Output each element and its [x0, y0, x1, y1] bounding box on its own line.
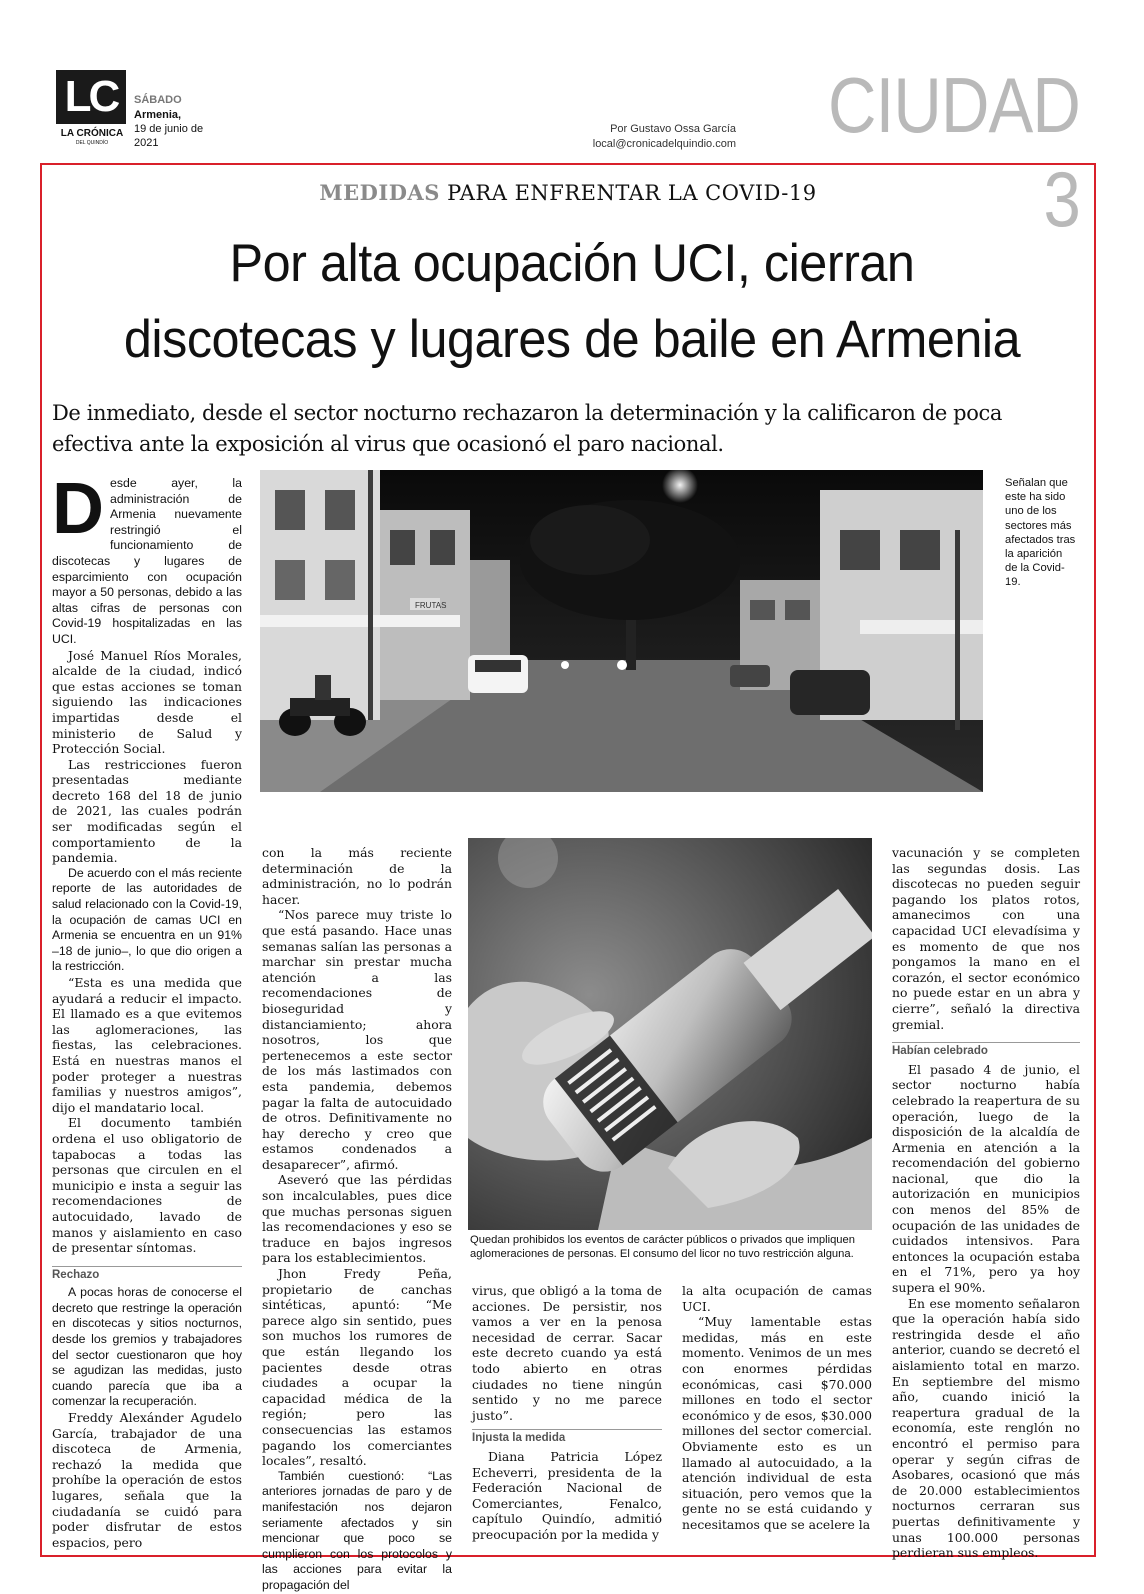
- col1-paragraph-1: esde ayer, la administración de Armenia nuevamente restringió el funcionamiento de discotecas y lugares de esparcimiento con ocupación mayor a 50 personas, debido a las altas cifras de personas con Covid-19 hospitalizadas en las UCI.: [52, 476, 242, 646]
- publication-date: [134, 108, 204, 150]
- col5-paragraph-2: El pasado 4 de junio, el sector nocturno había celebrado la reapertura de su operación, luego de la disposición de la alcaldía de Armenia en atención a la recomendación del gobierno nacional, que dio la autorización en municipios con menos del 85% de ocupación de las unidades de cuidados intensivos. Para entonces la ocupación estaba en el 71%, pero ya hoy supera el 90%.: [892, 1061, 1080, 1296]
- col3-paragraph-1: virus, que obligó a la toma de acciones. De persistir, nos vamos a ver en la penosa necesidad de cerrar. Sacar este decreto cuando ya está todo abierto en otras ciudades no tiene ningún sentido y no me parece justo”.: [472, 1283, 662, 1423]
- col4-paragraph-1: la alta ocupación de camas UCI.: [682, 1283, 872, 1314]
- article-column-3: [472, 1283, 662, 1543]
- col1-paragraph-5: “Esta es una medida que ayudará a reducir el impacto. El llamado es a que evitemos las aglomeraciones, las fiestas, las celebraciones. Está en nuestras manos el poder proteger a nuestras familias y nuestros amigos”, dijo el mandatario local.: [52, 975, 242, 1115]
- section-title: CIUDAD 3: [828, 61, 1080, 243]
- newspaper-name: LA CRÓNICA: [60, 128, 124, 139]
- newspaper-logo: LC: [56, 70, 126, 124]
- col5-paragraph-1: vacunación y se completen las segundas dosis. Las discotecas no pueden seguir pagando los platos rotos, amanecimos con una capacidad UCI elevadísima y es momento de que nos pongamos la mano en el corazón, el sector económico no puede estar en un abra y cierre”, señaló la directiva gremial.: [892, 845, 1080, 1032]
- publication-day: SÁBADO: [134, 94, 182, 106]
- subhead-injusta: Injusta la medida: [472, 1429, 662, 1447]
- photo1-shop-sign: FRUTAS: [415, 601, 447, 610]
- drop-cap: D: [52, 469, 104, 549]
- col4-paragraph-2: “Muy lamentable estas medidas, más en este momento. Venimos de un mes con enormes pérdidas económicas, casi $70.000 millones en todo el sector económico y de esos, $30.000 millones del sector comercial. Obviamente esto es un llamado al autocuidado, a la atención individual de esta situación, pero vemos que la gente no se está cuidando y necesitamos que se acelere la: [682, 1314, 872, 1532]
- col2-paragraph-4: Jhon Fredy Peña, propietario de canchas sintéticas, apuntó: “Me parece algo sin sentido, pues son muchos los rumores de que están llegando los pacientes desde otras ciudades a ocupar la capacidad médica de la región; pero las consecuencias las estamos pagando los comerciantes locales”, resaltó.: [262, 1266, 452, 1469]
- col2-paragraph-2: “Nos parece muy triste lo que está pasando. Hace unas semanas salían las personas a marchar sin prestar mucha atención a las recomendaciones de bioseguridad y distanciamiento; ahora nosotros, los que pertenecemos a este sector de los más lastimados con esta pandemia, debemos pagar la falta de autocuidado de otros. Definitivamente no hay derecho y creo que estamos condenados a desaparecer”, afirmó.: [262, 907, 452, 1172]
- bottle-photo: [468, 838, 872, 1230]
- article-column-1: [52, 469, 242, 1550]
- col5-paragraph-3: En ese momento señalaron que la operación había sido restringida desde el año anterior, cuando se decretó el aislamiento total en marzo. En septiembre del mismo año, cuando inició la reapertura gradual de la economía, este renglón no encontró el permiso para operar y según cifras de Asobares, ocasionó que más de 20.000 establecimientos nocturnos cerraran sus puertas definitivamente y unas 100.000 personas perdieran sus empleos.: [892, 1295, 1080, 1561]
- subhead-rechazo: Rechazo: [52, 1266, 242, 1284]
- headline-line-1: Por alta ocupación UCI, cierran: [229, 234, 915, 293]
- col1-paragraph-3: Las restricciones fueron presentadas mediante decreto 168 del 18 de junio de 2021, las cuales podrán ser modificadas según el comportamiento de la pandemia.: [52, 756, 242, 866]
- photo1-caption: Señalan que este ha sido uno de los sectores más afectados tras la aparición de la Covid-19.: [1005, 477, 1076, 589]
- col1-paragraph-7: A pocas horas de conocerse el decreto que restringe la operación en discotecas y sitios nocturnos, desde los gremios y trabajadores del sector cuestionaron que hoy se agudizan las medidas, justo cuando parecía que iba a comenzar la recuperación.: [52, 1285, 242, 1409]
- street-photo: [260, 470, 983, 792]
- col3-paragraph-2: Diana Patricia López Echeverri, presidenta de la Federación Nacional de Comerciantes, Fenalco, capítulo Quindío, admitió preocupación por la medida y: [472, 1448, 662, 1542]
- article-column-5: [892, 845, 1080, 1561]
- article-column-4: [682, 1283, 872, 1533]
- col1-paragraph-4: De acuerdo con el más reciente reporte de las autoridades de salud relacionado con la Covid-19, la ocupación de camas UCI en Armenia se encuentra en un 91% –18 de junio–, lo que dio origen a la restricción.: [52, 865, 242, 974]
- headline: [76, 226, 1068, 378]
- col1-paragraph-6: El documento también ordena el uso obligatorio de tapabocas a todas las personas que circulen en el municipio e insta a seguir las recomendaciones de autocuidado, lavado de manos y aislamiento en caso de presentar síntomas.: [52, 1115, 242, 1256]
- kicker-bold: MEDIDAS: [319, 180, 440, 205]
- newspaper-subname: DEL QUINDÍO: [75, 140, 109, 146]
- deck: De inmediato, desde el sector nocturno rechazaron la determinación y la calificaron de poca efectiva ante la exposición al virus que ocasionó el paro nacional.: [52, 401, 1002, 456]
- byline: [560, 122, 736, 152]
- kicker: [40, 180, 1096, 205]
- headline-line-2: discotecas y lugares de baile en Armenia: [123, 310, 1021, 369]
- col1-paragraph-8: Freddy Alexánder Agudelo García, trabajador de una discoteca de Armenia, rechazó la medida que prohíbe la operación de estos lugares, señala que la ciudadanía se cuidó para poder disfrutar de estos espacios, pero: [52, 1410, 242, 1550]
- subhead-habian-celebrado: Habían celebrado: [892, 1042, 1080, 1060]
- col2-paragraph-1: con la más reciente determinación de la administración, no lo podrán hacer.: [262, 845, 452, 907]
- photo2-caption: Quedan prohibidos los eventos de carácter públicos o privados que impliquen aglomeraciones de personas. El consumo del licor no tuvo restricción alguna.: [470, 1234, 855, 1261]
- col2-paragraph-3: Aseveró que las pérdidas son incalculables, pues dice que muchas personas siguen las recomendaciones y eso se traduce en bajos ingresos para los establecimientos.: [262, 1172, 452, 1266]
- kicker-rest: PARA ENFRENTAR LA COVID-19: [447, 181, 817, 205]
- author-name: Por Gustavo Ossa García: [610, 123, 736, 135]
- article-column-2: [262, 845, 452, 1594]
- author-email[interactable]: local@cronicadelquindio.com: [592, 138, 736, 150]
- col2-paragraph-5: También cuestionó: “Las anteriores jornadas de paro y de manifestación nos dejaron seriamente afectados y sin mencionar que poco se cumplieron con los protocolos y las acciones para evitar la propagación del: [262, 1468, 452, 1592]
- col1-paragraph-2: José Manuel Ríos Morales, alcalde de la ciudad, indicó que estas acciones se toman siguiendo las indicaciones impartidas desde el ministerio de Salud y Protección Social.: [52, 647, 242, 757]
- publication-date-text: 19 de junio de 2021: [134, 123, 204, 149]
- publication-city: Armenia,: [134, 109, 182, 121]
